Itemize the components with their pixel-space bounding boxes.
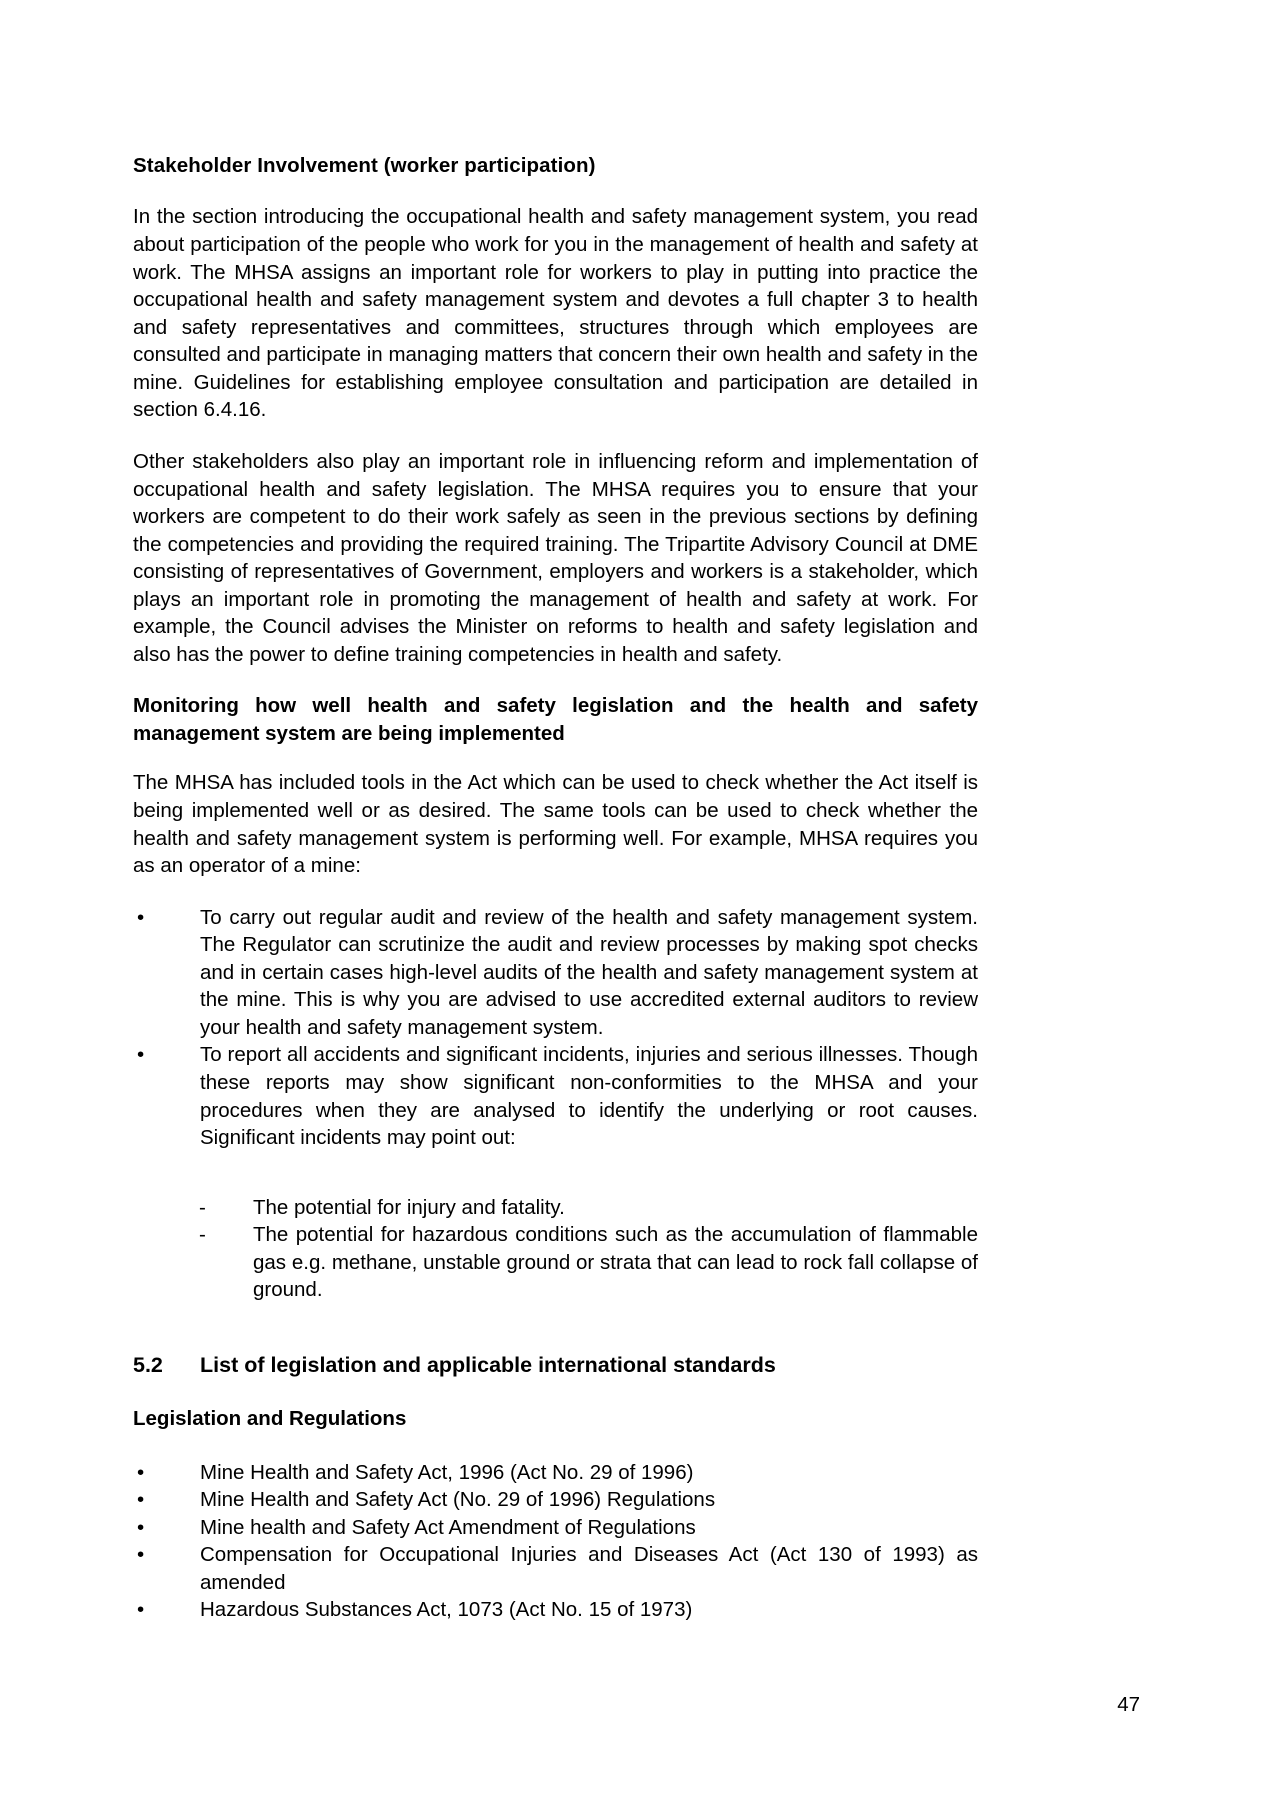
stakeholder-paragraph-2: Other stakeholders also play an important role in influencing reform and implementation of occupational health and safety legislation. The MHSA requires you to ensure that your workers are competent to do their work safely as seen in the previous sections by defining the competencies and providing the required training. The Tripartite Advisory Council at DME consisting of representatives of Government, employers and workers is a stakeholder, which plays an important role in promoting the management of health and safety at work. For example, the Council advises the Minister on reforms to health and safety legislation and also has the power to define training competencies in health and safety. [133,449,978,666]
list-item-text: The potential for injury and fatality. [253,1195,565,1219]
list-item [133,1541,978,1596]
monitoring-paragraph-1: The MHSA has included tools in the Act which can be used to check whether the Act itself is being implemented well or as desired. The same tools can be used to check whether the health and safety management system is performing well. For example, MHSA requires you as an operator of a mine: [133,771,978,878]
list-item [133,1514,978,1542]
page-number: 47 [1117,1693,1140,1717]
list-item-text: To carry out regular audit and review of the health and safety management system. The Regulator can scrutinize the audit and review processes by making spot checks and in certain cases high-level audits of the health and safety management system at the mine. This is why you are advised to use accredited external auditors to review your health and safety management system. [200,905,978,1039]
section-number: 5.2 [133,1352,163,1377]
list-item [133,1194,978,1222]
list-item-text: The potential for hazardous conditions such as the accumulation of flammable gas e.g. methane, unstable ground or strata that can lead to rock fall collapse of ground. [253,1223,978,1302]
dash-icon: - [199,1223,206,1247]
bullet-icon: • [137,1488,145,1512]
stakeholder-paragraph-1: In the section introducing the occupational health and safety management system, you read about participation of the people who work for you in the management of health and safety at work. The MHSA assigns an important role for workers to play in putting into practice the occupational health and safety management system and devotes a full chapter 3 to health and safety representatives and committees, structures through which employees are consulted and participate in managing matters that concern their own health and safety in the mine. Guidelines for establishing employee consultation and participation are detailed in section 6.4.16. [133,205,978,422]
list-item-text: Mine health and Safety Act Amendment of Regulations [200,1515,696,1539]
stakeholder-heading: Stakeholder Involvement (worker participation) [133,154,596,177]
bullet-icon: • [137,1043,145,1067]
list-item [133,1596,978,1624]
section-spacer [133,1328,978,1352]
list-item [133,904,978,1042]
page-content [133,152,978,1624]
section-title: List of legislation and applicable international standards [200,1352,776,1377]
bullet-icon: • [137,1460,145,1484]
list-item-text: Mine Health and Safety Act, 1996 (Act No. 29 of 1996) [200,1460,694,1484]
bullet-icon: • [137,905,145,929]
monitoring-sub-bullet-list [133,1194,978,1304]
list-item [133,1041,978,1151]
bullet-icon: • [137,1543,145,1567]
list-item [133,1221,978,1304]
legislation-subheading: Legislation and Regulations [133,1406,407,1430]
list-spacer [133,1176,978,1194]
legislation-list [133,1459,978,1624]
list-item-text: Compensation for Occupational Injuries and Diseases Act (Act 130 of 1993) as amended [200,1543,978,1594]
monitoring-bullet-list [133,904,978,1152]
list-item-text: Mine Health and Safety Act (No. 29 of 1996) Regulations [200,1488,716,1512]
section-5-2-heading [133,1352,978,1380]
monitoring-heading: Monitoring how well health and safety legislation and the health and safety management system are being implemented [133,694,978,745]
list-item [133,1459,978,1487]
bullet-icon: • [137,1515,145,1539]
dash-icon: - [199,1195,206,1219]
list-item-text: To report all accidents and significant incidents, injuries and serious illnesses. Though these reports may show significant non-conformities to the MHSA and your procedures when they are analysed to identify the underlying or root causes. Significant incidents may point out: [200,1043,978,1150]
bullet-icon: • [137,1598,145,1622]
list-item-text: Hazardous Substances Act, 1073 (Act No. 15 of 1973) [200,1598,693,1622]
list-item [133,1486,978,1514]
